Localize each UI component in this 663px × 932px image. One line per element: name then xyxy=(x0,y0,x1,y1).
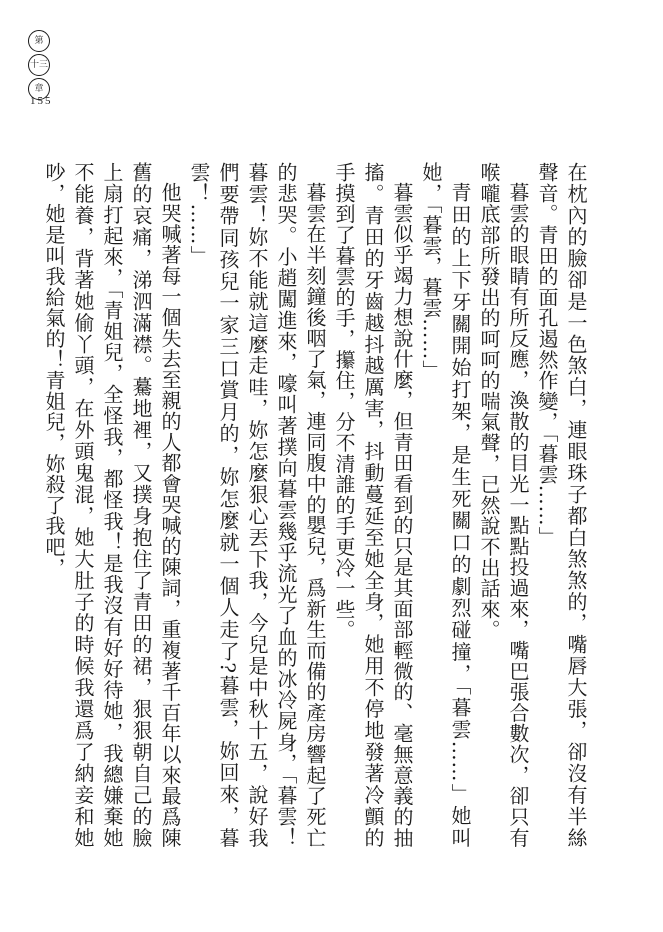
chapter-marker xyxy=(27,30,51,102)
paragraph-6: 他哭喊著每一個失去至親的人都會哭喊的陳詞，重複著千百年以來最爲陳舊的哀痛，涕泗滿襟。驀地裡，又撲身抱住了青田的裙，狠狠朝自己的臉上扇打起來，「青姐兒，全怪我，都怪我！是我沒有好好待她，我總嫌棄她不能養，背著她偷丫頭，在外頭鬼混，她大肚子的時候我還爲了納妾和她吵，她是叫我給氣的！青姐兒，妳殺了我吧， xyxy=(42,162,182,848)
paragraph-4: 暮雲似乎竭力想說什麼，但青田看到的只是其面部輕微的、毫無意義的抽搐。青田的牙齒越抖越厲害，抖動蔓延至她全身，她用不停地發著冷顫的手摸到了暮雲的手，攥住，分不清誰的手更冷一些。 xyxy=(332,162,414,848)
chapter-mark-3: 章 xyxy=(28,78,50,100)
paragraph-5: 暮雲在半刻鐘後咽了氣，連同腹中的嬰兒，爲新生而備的產房響起了死亡的悲哭。小趙闖進來，嚎叫著撲向暮雲幾乎流光了血的冰冷屍身，「暮雲！暮雲！妳不能就這麼走哇，妳怎麼狠心丟下我，今兒是中秋十五，說好我們要帶同孩兒一家三口賞月的，妳怎麼就一個人走了?暮雲，妳回來，暮雲！……」 xyxy=(187,162,327,848)
paragraph-3: 青田的上下牙關開始打架，是生死關口的劇烈碰撞，「暮雲……」她叫她，「暮雲，暮雲……」 xyxy=(419,162,472,848)
paragraph-2: 暮雲的眼睛有所反應，渙散的目光一點點投過來，嘴巴張合數次，卻只有喉嚨底部所發出的呵呵的喘氣聲，已然說不出話來。 xyxy=(477,162,530,848)
paragraph-1: 在枕內的臉卻是一色煞白，連眼珠子都白煞煞的，嘴唇大張，卻沒有半絲聲音。青田的面孔遏然作變，「暮雲……」 xyxy=(535,162,588,848)
page-number: 155 xyxy=(30,95,53,107)
chapter-mark-1: 第 xyxy=(28,30,50,52)
chapter-mark-2: 十三 xyxy=(28,54,50,76)
body-text xyxy=(42,162,590,848)
